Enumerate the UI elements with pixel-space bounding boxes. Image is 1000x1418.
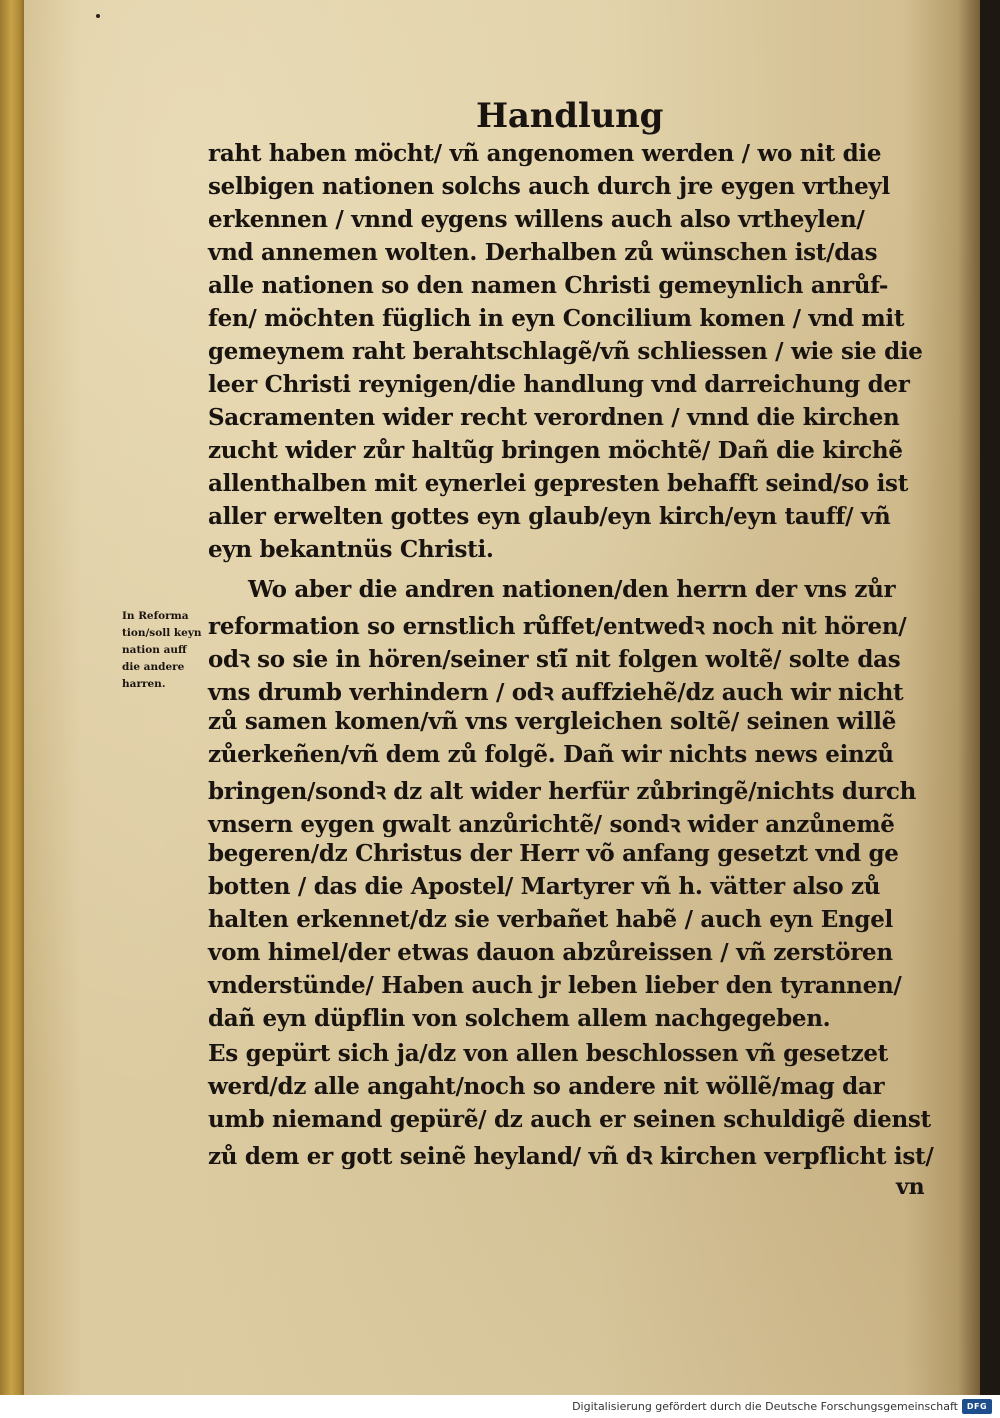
text-line: zů dem er gott seinẽ heyland/ vñ dꝛ kirchen verpflicht ist/ xyxy=(208,1143,934,1170)
marginal-note-line: die andere xyxy=(122,661,185,673)
running-head: Handlung xyxy=(476,96,664,136)
text-line: eyn bekantnüs Christi. xyxy=(208,536,494,563)
ink-speck xyxy=(96,14,100,18)
text-line: erkennen / vnnd eygens willens auch also vrtheylen/ xyxy=(208,206,865,233)
text-line: fen/ möchten füglich in eyn Concilium komen / vnd mit xyxy=(208,305,905,332)
marginal-note-line: tion/soll keyn xyxy=(122,627,202,639)
text-line: werd/dz alle angaht/noch so andere nit wöllẽ/mag dar xyxy=(208,1073,885,1100)
text-line: botten / das die Apostel/ Martyrer vñ h. vätter also zů xyxy=(208,873,881,900)
text-line: leer Christi reynigen/die handlung vnd darreichung der xyxy=(208,371,910,398)
text-line: alle nationen so den namen Christi gemeynlich anrůf- xyxy=(208,272,889,299)
text-line: allenthalben mit eynerlei gepresten behafft seind/so ist xyxy=(208,470,909,497)
text-line: zů samen komen/vñ vns vergleichen soltẽ/ seinen willẽ xyxy=(208,708,897,735)
text-line: vnd annemen wolten. Derhalben zů wünschen ist/das xyxy=(208,239,878,266)
dfg-logo: DFG xyxy=(962,1399,992,1414)
text-line: vns drumb verhindern / odꝛ auffziehẽ/dz auch wir nicht xyxy=(208,679,904,706)
spine-shadow xyxy=(958,0,980,1395)
text-line: selbigen nationen solchs auch durch jre eygen vrtheyl xyxy=(208,173,890,200)
marginal-note-line: nation auff xyxy=(122,644,187,656)
text-line: reformation so ernstlich růffet/entwedꝛ noch nit hören/ xyxy=(208,613,907,640)
text-line: umb niemand gepürẽ/ dz auch er seinen schuldigẽ dienst xyxy=(208,1106,931,1133)
marginal-note xyxy=(122,608,222,693)
marginal-note-line: harren. xyxy=(122,678,166,690)
text-line: raht haben möcht/ vñ angenomen werden / wo nit die xyxy=(208,140,882,167)
text-line: zucht wider zůr haltũg bringen möchtẽ/ Dañ die kirchẽ xyxy=(208,437,903,464)
text-line: begeren/dz Christus der Herr võ anfang gesetzt vnd ge xyxy=(208,840,899,867)
paragraph-start-line: Es gepürt sich ja/dz von allen beschlossen vñ gesetzet xyxy=(208,1040,888,1067)
paragraph-start-line: Wo aber die andren nationen/den herrn der vns zůr xyxy=(248,576,896,603)
catchword: vn xyxy=(896,1174,925,1200)
text-line: Sacramenten wider recht verordnen / vnnd die kirchen xyxy=(208,404,900,431)
text-line: dañ eyn düpflin von solchem allem nachgegeben. xyxy=(208,1005,831,1032)
text-line: vnderstünde/ Haben auch jr leben lieber den tyrannen/ xyxy=(208,972,902,999)
text-line: aller erwelten gottes eyn glaub/eyn kirch/eyn tauff/ vñ xyxy=(208,503,891,530)
text-line: zůerkeñen/vñ dem zů folgẽ. Dañ wir nichts news einzů xyxy=(208,741,894,768)
marginal-note-line: In Reforma xyxy=(122,610,189,622)
text-line: odꝛ so sie in hören/seiner stĩ̃ nit folgen woltẽ/ solte das xyxy=(208,646,901,673)
text-line: vnsern eygen gwalt anzůrichtẽ/ sondꝛ wider anzůnemẽ xyxy=(208,811,895,838)
funding-credit: Digitalisierung gefördert durch die Deutsche Forschungsgemeinschaft xyxy=(572,1400,958,1413)
text-line: bringen/sondꝛ dz alt wider herfür zůbringẽ/nichts durch xyxy=(208,778,916,805)
text-line: gemeynem raht berahtschlagẽ/vñ schliessen / wie sie die xyxy=(208,338,923,365)
text-line: vom himel/der etwas dauon abzůreissen / vñ zerstören xyxy=(208,939,893,966)
text-line: halten erkennet/dz sie verbañet habẽ / auch eyn Engel xyxy=(208,906,893,933)
